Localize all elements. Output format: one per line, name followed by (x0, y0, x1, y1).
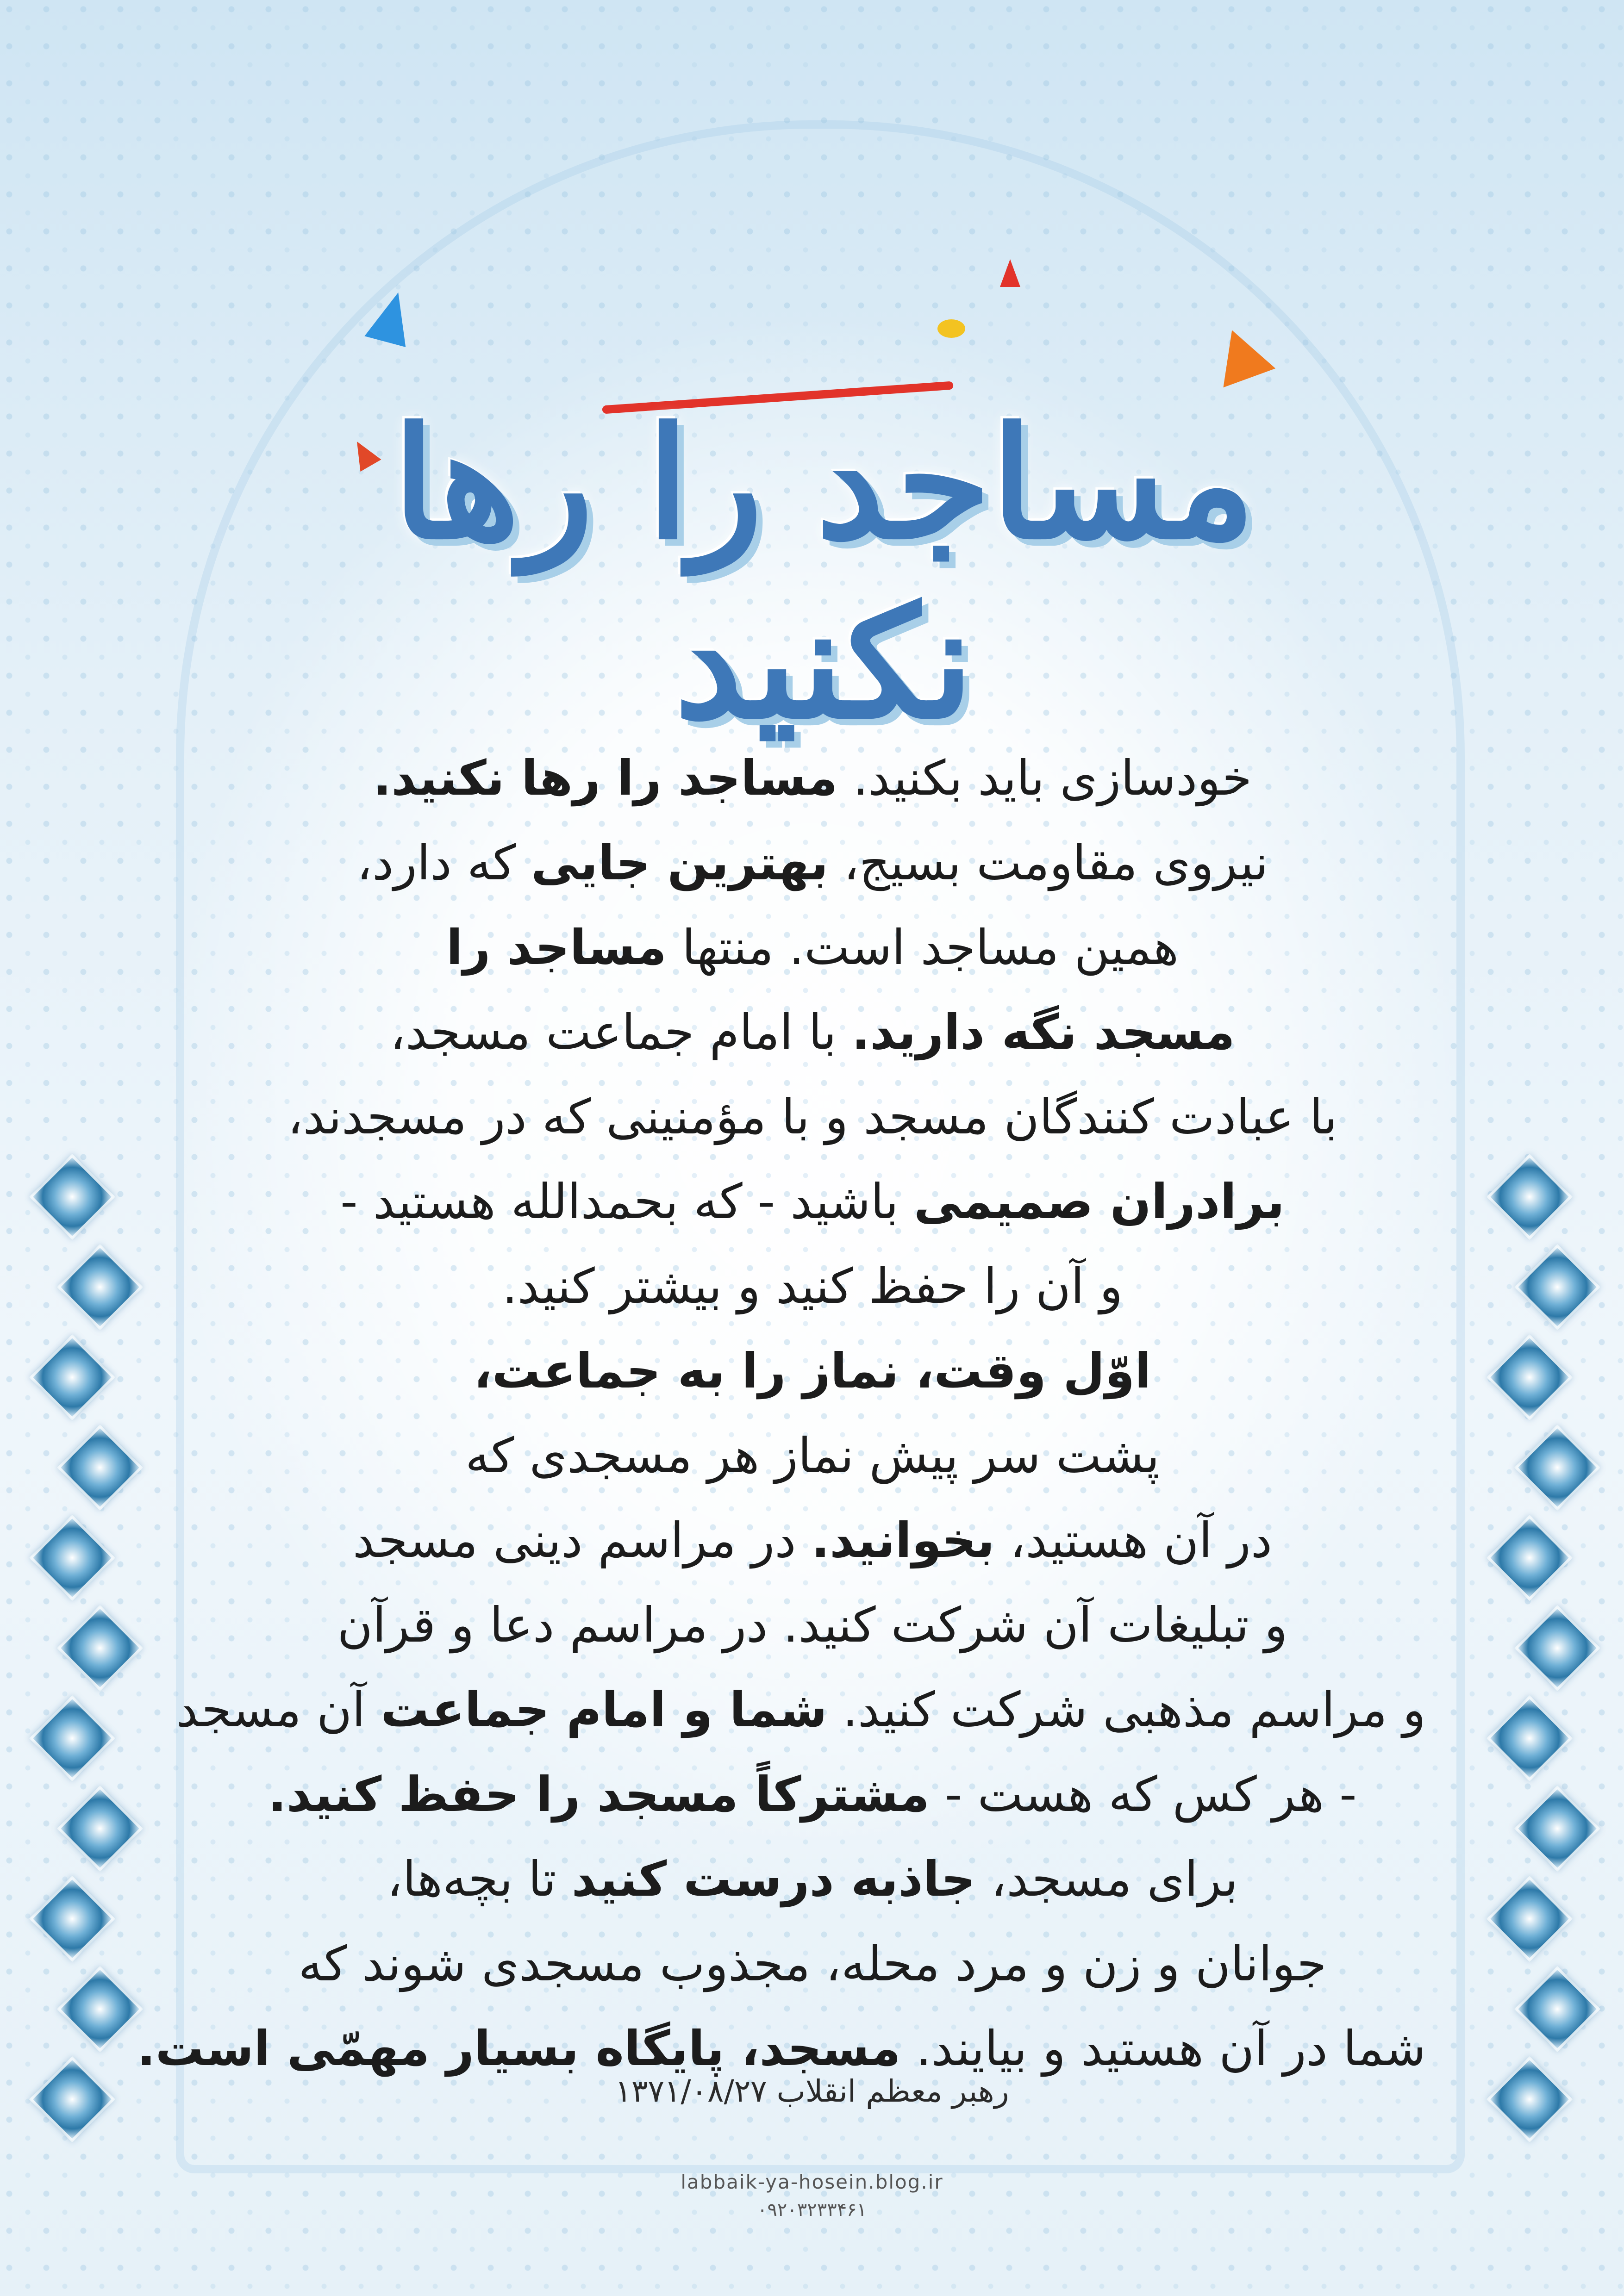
quote-line (199, 736, 1426, 821)
quote-emphasis: مساجد را (446, 919, 667, 976)
ornament-tile-icon (29, 1515, 116, 1601)
quote-text: برای مسجد، (975, 1851, 1238, 1907)
quote-line (199, 1752, 1426, 1837)
quote-text: تا بچه‌ها، (387, 1851, 572, 1907)
ornament-tile-icon (29, 1154, 116, 1240)
quote-line (199, 1583, 1426, 1668)
quote-text: خودسازی باید بکنید. (837, 750, 1252, 806)
ornament-tile-icon (29, 1876, 116, 1962)
quote-line (199, 1159, 1426, 1244)
quote-text: با امام جماعت مسجد، (390, 1004, 852, 1060)
quote-text: که دارد، (356, 834, 531, 891)
phone-number: ۰۹۲۰۳۲۳۳۴۶۱ (757, 2199, 867, 2221)
quote-text: - هر کس که هست - (929, 1766, 1357, 1823)
ornament-tile-icon (1487, 1876, 1573, 1962)
quote-line (199, 990, 1426, 1075)
quote-emphasis: بهترین جایی (531, 834, 829, 891)
quote-line (199, 1837, 1426, 1922)
quote-line (199, 905, 1426, 990)
quote-text: پشت سر پیش نماز هر مسجدی که (465, 1427, 1160, 1484)
ornament-tile-icon (1487, 1695, 1573, 1782)
quote-text: باشید - که بحمدالله هستید - (340, 1173, 914, 1230)
website-link[interactable]: labbaik-ya-hosein.blog.ir (681, 2171, 943, 2193)
quote-emphasis: مساجد را رها نکنید. (373, 750, 838, 806)
quote-line (199, 1498, 1426, 1583)
quote-text: با عبادت کنندگان مسجد و با مؤمنینی که در مسجدند، (287, 1089, 1338, 1145)
quote-body (137, 736, 1426, 2091)
quote-text: و آن را حفظ کنید و بیشتر کنید. (502, 1258, 1123, 1314)
quote-text: و مراسم مذهبی شرکت کنید. (827, 1681, 1426, 1738)
quote-line (176, 1668, 1426, 1752)
page-title: مساجد را رها نکنید (393, 393, 1255, 753)
ornament-tile-icon (29, 1695, 116, 1782)
quote-text: در مراسم دینی مسجد (352, 1512, 812, 1568)
quote-text: در آن هستید، (994, 1512, 1273, 1568)
quote-line (199, 1329, 1426, 1413)
red-flag-icon (1000, 259, 1020, 287)
quote-line (199, 1413, 1426, 1498)
quote-emphasis: مسجد، پایگاه بسیار مهمّی است. (137, 2020, 901, 2077)
ornament-tile-icon (1487, 1515, 1573, 1601)
quote-emphasis: بخوانید. (811, 1512, 995, 1568)
quote-line (199, 1244, 1426, 1329)
quote-text: و تبلیغات آن شرکت کنید. در مراسم دعا و قرآن (337, 1597, 1288, 1653)
quote-emphasis: اوّل وقت، نماز را به جماعت، (474, 1343, 1151, 1399)
quote-emphasis: مسجد نگه دارید. (851, 1004, 1235, 1060)
quote-credit: رهبر معظم انقلاب ۱۳۷۱/۰۸/۲۷ (615, 2073, 1009, 2109)
title-calligraphy (241, 153, 1407, 764)
quote-text: نیروی مقاومت بسیج، (828, 834, 1268, 891)
quote-emphasis: شما و امام جماعت (381, 1681, 827, 1738)
right-tile-column (1494, 1166, 1587, 2184)
quote-emphasis: مشترکاً مسجد را حفظ کنید. (268, 1766, 930, 1823)
quote-emphasis: برادران صمیمی (914, 1173, 1285, 1230)
quote-line (199, 821, 1426, 905)
yellow-dot-icon (937, 319, 965, 338)
quote-emphasis: جاذبه درست کنید (571, 1851, 976, 1907)
quote-text: جوانان و زن و مرد محله، مجذوب مسجدی شوند که (298, 1935, 1327, 1992)
quote-line (199, 1075, 1426, 1159)
quote-text: شما در آن هستید و بیایند. (900, 2020, 1426, 2077)
left-tile-column (37, 1166, 130, 2184)
orange-flag-icon (1206, 321, 1275, 387)
quote-text: همین مساجد است. منتها (666, 919, 1179, 976)
ornament-tile-icon (1487, 1334, 1573, 1421)
ornament-tile-icon (29, 1334, 116, 1421)
ornament-tile-icon (1487, 1154, 1573, 1240)
quote-text: آن مسجد (176, 1681, 381, 1738)
quote-line (199, 1922, 1426, 2006)
blue-flag-icon (364, 287, 418, 347)
